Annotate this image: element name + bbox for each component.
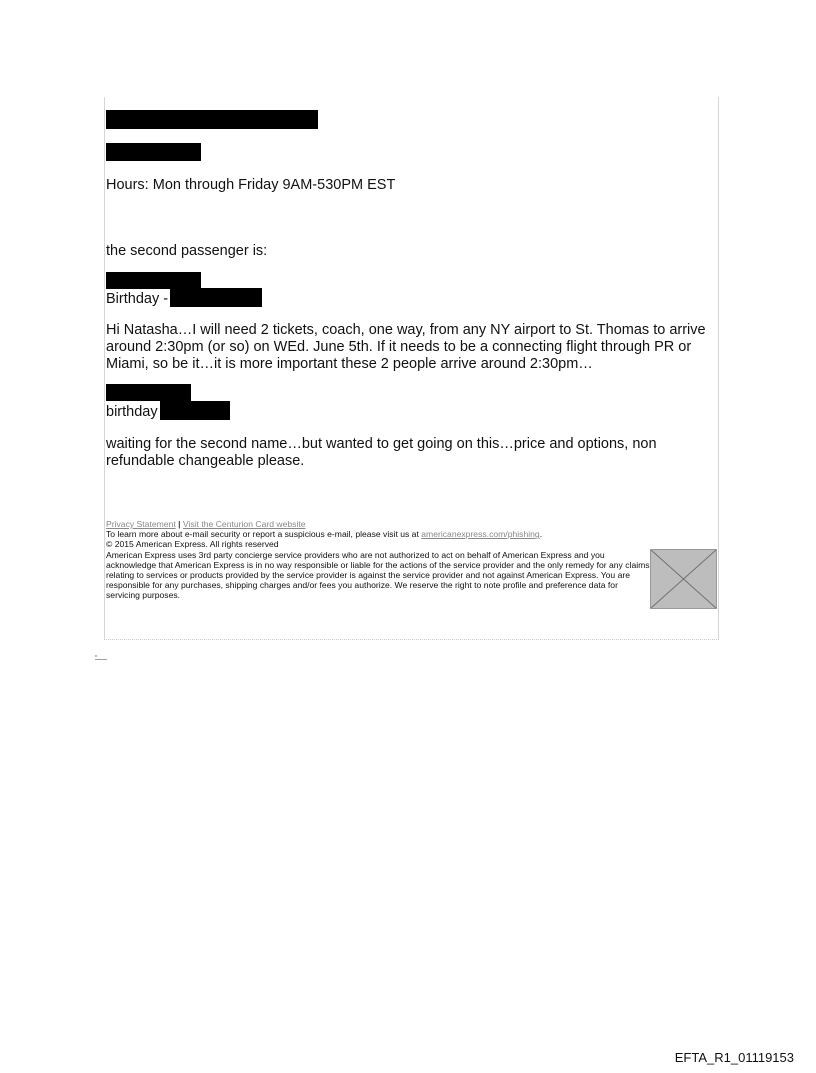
stray-mark xyxy=(95,655,107,661)
redaction-block xyxy=(106,110,318,129)
redaction-block xyxy=(170,288,262,307)
hours-text: Hours: Mon through Friday 9AM-530PM EST xyxy=(106,177,396,193)
birthday-label: Birthday - xyxy=(106,291,169,307)
security-end: . xyxy=(539,529,543,540)
request-paragraph: Hi Natasha…I will need 2 tickets, coach, one way, from any NY airport to St. Thomas to arrive around 2:30pm (or so) on WEd. June 5th. If it needs to be a connecting flight through PR or Miami, so be it…it is more important these 2 people arrive around 2:30pm… xyxy=(106,322,706,372)
copyright-text: © 2015 American Express. All rights reserved xyxy=(106,539,279,550)
disclaimer-text: American Express uses 3rd party concierge service providers who are not authorized to act on behalf of American Express and you acknowledge that American Express is in no way responsible or liable for the actions of the service provider and the only remedy for any claims relating to services or products provided by the service provider is against the service provider and not against American Express. You are responsible for any purchases, shipping charges and/or fees you authorize. We reserve the right to note profile and preference data for servicing purposes. xyxy=(106,549,650,601)
second-passenger-intro: the second passenger is: xyxy=(106,243,268,259)
phishing-link[interactable]: americanexpress.com/phishing xyxy=(421,529,540,540)
birthday-label: birthday xyxy=(106,404,158,420)
redaction-block xyxy=(106,272,201,289)
privacy-statement-link[interactable]: Privacy Statement xyxy=(106,519,176,529)
footer-links-row xyxy=(106,519,651,529)
redaction-block xyxy=(106,384,191,401)
redaction-block xyxy=(106,143,201,161)
email-footer xyxy=(106,519,651,601)
document-id: EFTA_R1_01119153 xyxy=(674,1050,794,1065)
centurion-card-link[interactable]: Visit the Centurion Card website xyxy=(182,519,306,529)
redaction-block xyxy=(160,401,230,420)
followup-paragraph: waiting for the second name…but wanted to get going on this…price and options, non refundable changeable please. xyxy=(106,436,657,469)
broken-image-icon xyxy=(650,549,717,609)
link-separator: | xyxy=(178,519,181,529)
security-notice xyxy=(106,529,651,539)
security-text: To learn more about e-mail security or report a suspicious e-mail, please visit us at xyxy=(106,529,419,540)
